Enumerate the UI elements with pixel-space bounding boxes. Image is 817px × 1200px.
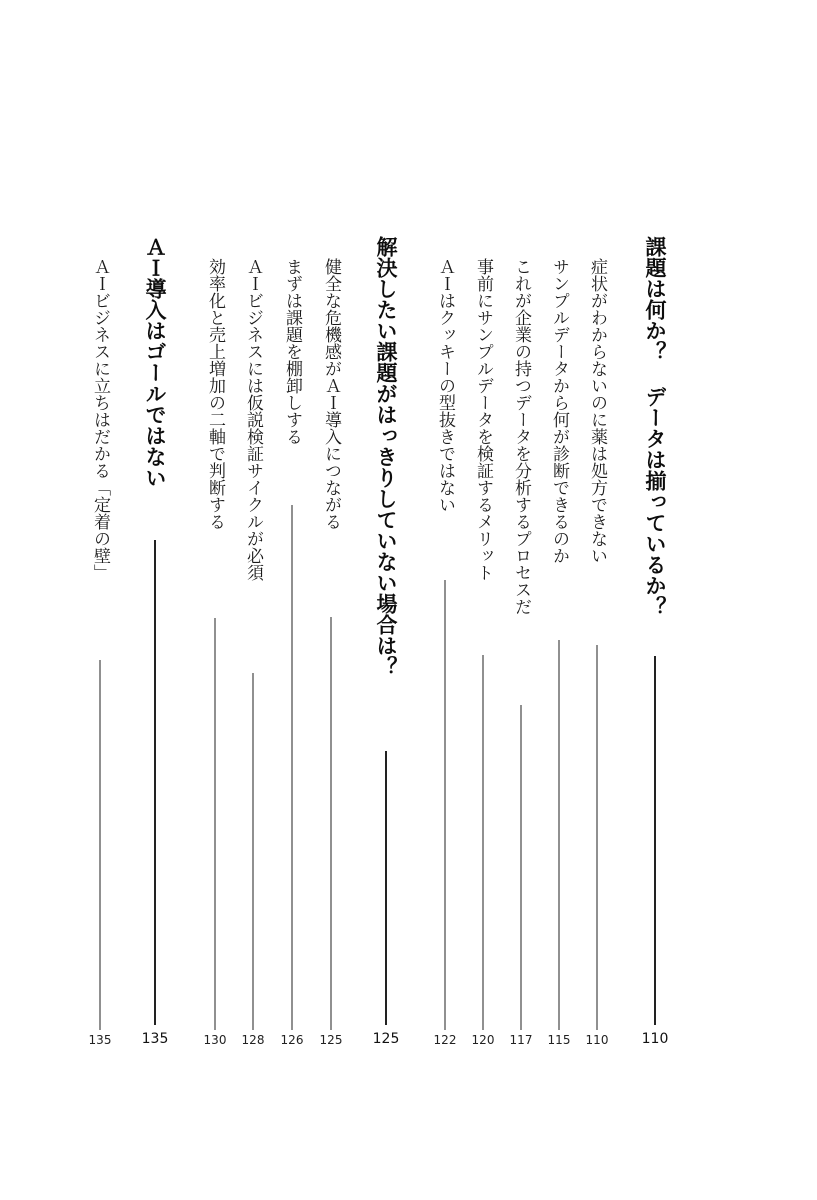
- page-number: 115: [547, 1033, 571, 1047]
- toc-item[interactable]: [195, 0, 235, 1200]
- toc-item-title: 症状がわからないのに薬は処方できない: [587, 258, 607, 564]
- toc-item[interactable]: [501, 0, 541, 1200]
- leader-line: [654, 656, 656, 1025]
- page-number: 125: [372, 1031, 400, 1047]
- leader-line: [253, 673, 254, 1030]
- toc-item-title: サンプルデータから何が診断できるのか: [549, 258, 569, 564]
- toc-item-title: 事前にサンプルデータを検証するメリット: [473, 258, 493, 581]
- leader-line: [597, 645, 598, 1030]
- leader-line: [385, 751, 387, 1025]
- toc-item[interactable]: [233, 0, 273, 1200]
- toc-item[interactable]: [539, 0, 579, 1200]
- toc-item-title: ＡＩビジネスには仮説検証サイクルが必須: [243, 258, 263, 581]
- toc-item-title: これが企業の持つデータを分析するプロセスだ: [511, 258, 531, 615]
- toc-heading[interactable]: [635, 0, 675, 1200]
- page-number: 117: [509, 1033, 533, 1047]
- page-number: 130: [203, 1033, 227, 1047]
- page-number: 122: [433, 1033, 457, 1047]
- leader-line: [559, 640, 560, 1030]
- toc-heading[interactable]: [135, 0, 175, 1200]
- leader-line: [154, 540, 156, 1025]
- toc-heading-title: ＡＩ導入はゴールではない: [143, 236, 167, 488]
- leader-line: [292, 505, 293, 1030]
- toc-item-title: 健全な危機感がＡＩ導入につながる: [321, 258, 341, 530]
- toc-heading-title: 解決したい課題がはっきりしていない場合は？: [374, 236, 398, 677]
- toc-item-title: 効率化と売上増加の二軸で判断する: [205, 258, 225, 530]
- leader-line: [331, 617, 332, 1030]
- toc-heading[interactable]: [366, 0, 406, 1200]
- toc-item[interactable]: [80, 0, 120, 1200]
- toc-item[interactable]: [311, 0, 351, 1200]
- toc-item-title: ＡＩはクッキーの型抜きではない: [435, 258, 455, 513]
- toc-heading-title: 課題は何か？ データは揃っているか？: [643, 236, 667, 617]
- leader-line: [521, 705, 522, 1030]
- leader-line: [483, 655, 484, 1030]
- leader-line: [215, 618, 216, 1030]
- leader-line: [100, 660, 101, 1030]
- toc-item-title: まずは課題を棚卸しする: [282, 258, 302, 445]
- toc-item[interactable]: [425, 0, 465, 1200]
- toc-item[interactable]: [577, 0, 617, 1200]
- page-number: 110: [641, 1031, 669, 1047]
- page-number: 128: [241, 1033, 265, 1047]
- page-number: 126: [280, 1033, 304, 1047]
- page-number: 125: [319, 1033, 343, 1047]
- page-number: 135: [141, 1031, 169, 1047]
- page-number: 110: [585, 1033, 609, 1047]
- toc-item[interactable]: [463, 0, 503, 1200]
- page-number: 135: [88, 1033, 112, 1047]
- leader-line: [445, 580, 446, 1030]
- toc-item-title: ＡＩビジネスに立ちはだかる「定着の壁」: [90, 258, 110, 581]
- toc-item[interactable]: [272, 0, 312, 1200]
- page-number: 120: [471, 1033, 495, 1047]
